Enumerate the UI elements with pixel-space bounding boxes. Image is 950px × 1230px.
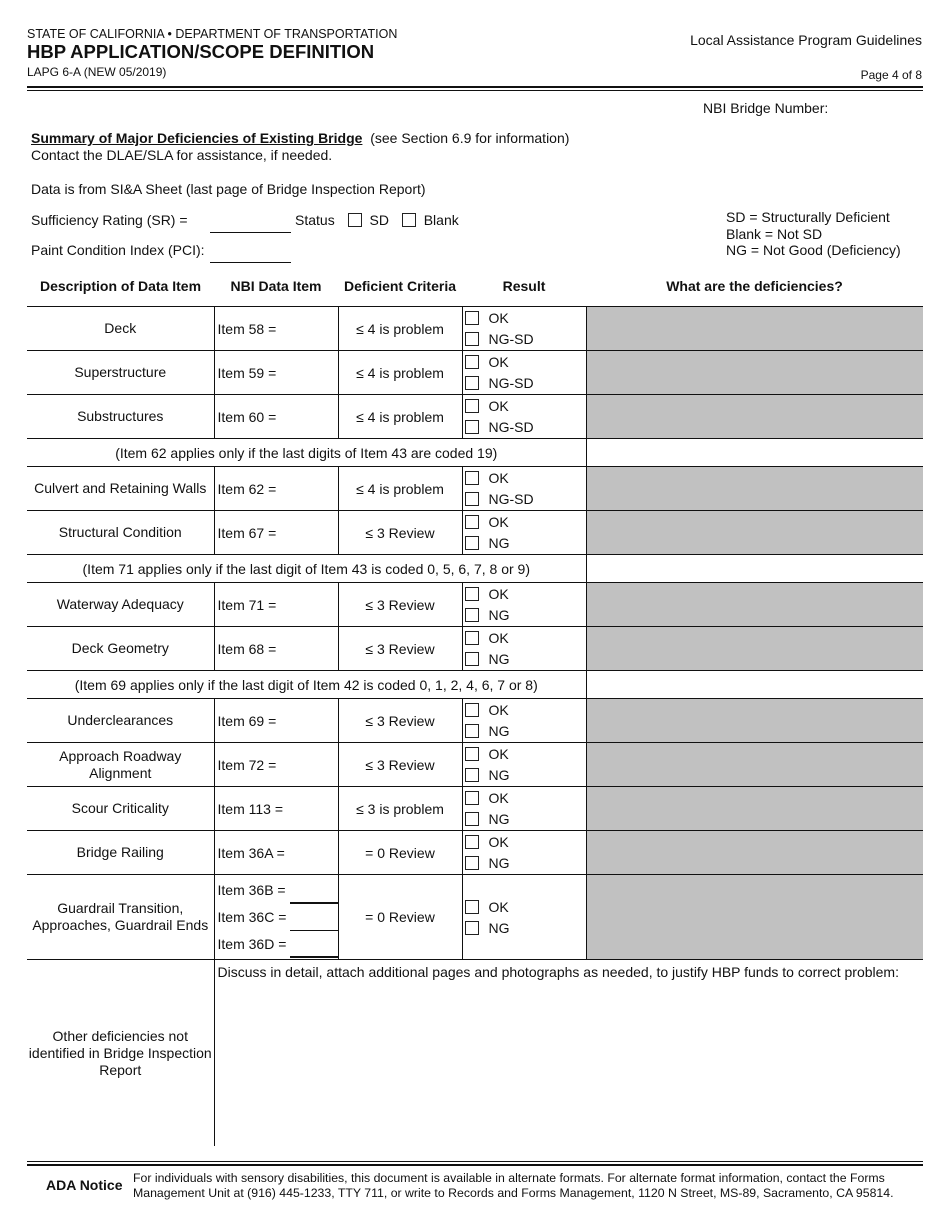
row-nbi-item[interactable]: Item 68 = [214, 627, 338, 671]
applicability-note-row [27, 439, 923, 467]
ng-checkbox[interactable] [465, 376, 479, 390]
ok-label: OK [488, 310, 509, 326]
row-description: Guardrail Transition, Approaches, Guardrail Ends [27, 875, 214, 960]
ok-label: OK [488, 514, 509, 530]
ng-label: NG-SD [488, 491, 534, 507]
guardrail-row [27, 875, 923, 960]
ok-checkbox[interactable] [465, 747, 479, 761]
row-result [462, 831, 586, 875]
applicability-note: (Item 71 applies only if the last digit of Item 43 is coded 0, 5, 6, 7, 8 or 9) [27, 555, 586, 583]
row-result [462, 511, 586, 555]
deficiency-field[interactable] [586, 351, 923, 395]
other-description: Other deficiencies not identified in Bridge Inspection Report [27, 960, 214, 1147]
item-36b-field[interactable] [290, 876, 338, 904]
row-result [462, 307, 586, 351]
ok-checkbox[interactable] [465, 311, 479, 325]
footer-rule-thin [27, 1161, 923, 1162]
pci-field[interactable] [210, 262, 291, 263]
ok-label: OK [488, 898, 509, 915]
row-nbi-item[interactable]: Item 71 = [214, 583, 338, 627]
ng-label: NG [488, 723, 510, 739]
pci-label: Paint Condition Index (PCI): [31, 242, 205, 258]
row-nbi-item[interactable]: Item 69 = [214, 699, 338, 743]
header-deficiencies: What are the deficiencies? [586, 265, 923, 307]
row-nbi-item[interactable]: Item 113 = [214, 787, 338, 831]
note-spacer [586, 671, 923, 699]
note-spacer [586, 439, 923, 467]
result-ng [463, 533, 586, 554]
note-spacer [586, 555, 923, 583]
ng-label: NG [488, 767, 510, 783]
result-ok [463, 896, 586, 917]
row-criteria: ≤ 4 is problem [338, 467, 462, 511]
result-ng [463, 605, 586, 626]
item-36b [218, 877, 338, 904]
ok-checkbox[interactable] [465, 471, 479, 485]
ok-label: OK [488, 630, 509, 646]
deficiency-field[interactable] [586, 699, 923, 743]
result-ok [463, 832, 586, 853]
ng-checkbox[interactable] [465, 768, 479, 782]
applicability-note-row [27, 671, 923, 699]
row-description: Structural Condition [27, 511, 214, 555]
row-description: Deck [27, 307, 214, 351]
item-36c-field[interactable] [290, 904, 337, 931]
ng-checkbox[interactable] [465, 724, 479, 738]
table-row [27, 583, 923, 627]
row-description: Approach Roadway Alignment [27, 743, 214, 787]
result-ng [463, 765, 586, 786]
legend-blank: Blank = Not SD [726, 225, 823, 242]
result-ok [463, 512, 586, 533]
row-nbi-item[interactable]: Item 60 = [214, 395, 338, 439]
result-ok [463, 700, 586, 721]
status-blank-label: Blank [423, 212, 459, 228]
deficiency-field[interactable] [586, 831, 923, 875]
legend-ng: NG = Not Good (Deficiency) [726, 242, 901, 258]
row-description: Bridge Railing [27, 831, 214, 875]
ng-checkbox[interactable] [465, 652, 479, 666]
result-ng [463, 373, 586, 394]
footer-rule-thick [27, 1164, 923, 1166]
ok-checkbox[interactable] [465, 587, 479, 601]
header-result: Result [462, 265, 586, 307]
ng-label: NG-SD [488, 331, 534, 347]
row-result [462, 875, 586, 960]
ng-label: NG [488, 651, 510, 667]
row-criteria: ≤ 3 is problem [338, 787, 462, 831]
row-description: Scour Criticality [27, 787, 214, 831]
item-36d [218, 931, 338, 958]
result-ok [463, 584, 586, 605]
ok-checkbox[interactable] [465, 399, 479, 413]
table-row [27, 743, 923, 787]
item-36c [218, 904, 338, 931]
ng-checkbox[interactable] [465, 536, 479, 550]
ok-checkbox[interactable] [465, 631, 479, 645]
summary-heading: Summary of Major Deficiencies of Existing Bridge [31, 130, 363, 146]
ok-checkbox[interactable] [465, 703, 479, 717]
row-description: Substructures [27, 395, 214, 439]
legend-sd: SD = Structurally Deficient [726, 209, 890, 225]
ok-label: OK [488, 746, 509, 762]
ng-checkbox[interactable] [465, 420, 479, 434]
deficiency-field[interactable] [586, 395, 923, 439]
ng-label: NG-SD [488, 375, 534, 391]
table-row [27, 699, 923, 743]
legend [726, 209, 901, 259]
result-ng [463, 489, 586, 510]
ok-checkbox[interactable] [465, 515, 479, 529]
row-description: Underclearances [27, 699, 214, 743]
ok-label: OK [488, 790, 509, 806]
applicability-note-row [27, 555, 923, 583]
row-criteria: ≤ 3 Review [338, 583, 462, 627]
row-result [462, 743, 586, 787]
row-criteria: ≤ 4 is problem [338, 307, 462, 351]
result-ok [463, 468, 586, 489]
table-row [27, 467, 923, 511]
data-source-note: Data is from SI&A Sheet (last page of Bridge Inspection Report) [31, 181, 426, 197]
deficiency-field[interactable] [586, 307, 923, 351]
summary-contact: Contact the DLAE/SLA for assistance, if needed. [31, 147, 333, 163]
row-criteria: ≤ 3 Review [338, 699, 462, 743]
ada-notice-text: For individuals with sensory disabilities, this document is available in alternate formats. For alternate format information, contact the Forms Management Unit at (916) 445-1233, TTY 711, or write to Records and Forms Management, 1120 N Street, MS-89, Sacramento, CA 95814. [133, 1171, 894, 1200]
sufficiency-rating-field[interactable] [210, 232, 291, 233]
ng-checkbox[interactable] [465, 856, 479, 870]
deficiency-field[interactable] [586, 743, 923, 787]
other-deficiencies-row [27, 960, 923, 1147]
row-description: Waterway Adequacy [27, 583, 214, 627]
ok-checkbox[interactable] [465, 791, 479, 805]
row-result [462, 395, 586, 439]
row-result [462, 583, 586, 627]
result-ng [463, 917, 586, 938]
row-description: Culvert and Retaining Walls [27, 467, 214, 511]
row-nbi-item[interactable]: Item 59 = [214, 351, 338, 395]
header-nbi-item: NBI Data Item [214, 265, 338, 307]
ng-label: NG [488, 535, 510, 551]
ok-checkbox[interactable] [465, 835, 479, 849]
deficiency-field[interactable] [586, 467, 923, 511]
form-title: HBP APPLICATION/SCOPE DEFINITION [27, 41, 375, 62]
row-nbi-item[interactable]: Item 58 = [214, 307, 338, 351]
ok-label: OK [488, 702, 509, 718]
status-sd-checkbox[interactable] [348, 213, 362, 227]
header-rule-thick [27, 86, 923, 88]
deficiency-field[interactable] [586, 787, 923, 831]
result-ng [463, 721, 586, 742]
result-ok [463, 308, 586, 329]
status-sd-label: SD [369, 212, 389, 228]
row-nbi-item[interactable]: Item 36A = [214, 831, 338, 875]
ok-label: OK [488, 586, 509, 602]
row-nbi-item[interactable]: Item 67 = [214, 511, 338, 555]
applicability-note: (Item 62 applies only if the last digits of Item 43 are coded 19) [27, 439, 586, 467]
result-ok [463, 788, 586, 809]
row-result [462, 787, 586, 831]
row-result [462, 699, 586, 743]
deficiency-table [27, 265, 923, 1146]
ng-label: NG [488, 919, 510, 936]
row-result [462, 351, 586, 395]
table-header-row [27, 265, 923, 307]
row-nbi-items [214, 875, 338, 960]
ok-checkbox[interactable] [465, 900, 479, 914]
table-row [27, 831, 923, 875]
ok-label: OK [488, 354, 509, 370]
deficiency-field[interactable] [586, 511, 923, 555]
result-ng [463, 329, 586, 350]
ok-label: OK [488, 398, 509, 414]
row-nbi-item[interactable]: Item 62 = [214, 467, 338, 511]
result-ng [463, 809, 586, 830]
result-ng [463, 649, 586, 670]
ng-checkbox[interactable] [465, 608, 479, 622]
ok-label: OK [488, 470, 509, 486]
other-deficiencies-field[interactable] [214, 960, 923, 1147]
ng-checkbox[interactable] [465, 812, 479, 826]
table-row [27, 787, 923, 831]
ok-checkbox[interactable] [465, 355, 479, 369]
agency-name: STATE OF CALIFORNIA • DEPARTMENT OF TRANSPORTATION [27, 27, 398, 41]
row-criteria: ≤ 3 Review [338, 511, 462, 555]
row-criteria: = 0 Review [338, 875, 462, 960]
ng-label: NG-SD [488, 419, 534, 435]
other-instructions: Discuss in detail, attach additional pages and photographs as needed, to justify HBP funds to correct problem: [217, 964, 899, 980]
table-row [27, 511, 923, 555]
item-36d-label: Item 36D = [217, 936, 287, 952]
item-36d-field[interactable] [290, 930, 337, 958]
deficiency-field[interactable] [586, 875, 923, 960]
result-ng [463, 853, 586, 874]
ada-notice-label: ADA Notice [46, 1177, 123, 1193]
applicability-note: (Item 69 applies only if the last digit of Item 42 is coded 0, 1, 2, 4, 6, 7 or 8) [27, 671, 586, 699]
form-number: LAPG 6-A (NEW 05/2019) [27, 65, 167, 79]
result-ng [463, 417, 586, 438]
row-criteria: ≤ 4 is problem [338, 395, 462, 439]
header-rule-thin [27, 90, 923, 91]
row-description: Deck Geometry [27, 627, 214, 671]
table-row [27, 627, 923, 671]
table-row [27, 307, 923, 351]
row-result [462, 627, 586, 671]
item-36b-label: Item 36B = [217, 882, 286, 898]
ng-checkbox[interactable] [465, 332, 479, 346]
result-ok [463, 628, 586, 649]
ng-label: NG [488, 855, 510, 871]
table-row [27, 351, 923, 395]
sufficiency-rating-label: Sufficiency Rating (SR) = [31, 212, 188, 228]
ng-label: NG [488, 607, 510, 623]
row-criteria: ≤ 3 Review [338, 627, 462, 671]
deficiency-field[interactable] [586, 583, 923, 627]
result-ok [463, 396, 586, 417]
row-criteria: ≤ 3 Review [338, 743, 462, 787]
row-criteria: ≤ 4 is problem [338, 351, 462, 395]
table-row [27, 395, 923, 439]
summary-section [31, 130, 569, 164]
summary-heading-note: (see Section 6.9 for information) [370, 130, 570, 146]
item-36c-label: Item 36C = [217, 909, 287, 925]
row-nbi-item[interactable]: Item 72 = [214, 743, 338, 787]
ok-label: OK [488, 834, 509, 850]
row-result [462, 467, 586, 511]
ng-checkbox[interactable] [465, 492, 479, 506]
ng-label: NG [488, 811, 510, 827]
row-criteria: = 0 Review [338, 831, 462, 875]
deficiency-field[interactable] [586, 627, 923, 671]
header-criteria: Deficient Criteria [338, 265, 462, 307]
nbi-bridge-number-label: NBI Bridge Number: [703, 100, 829, 116]
row-description: Superstructure [27, 351, 214, 395]
result-ok [463, 744, 586, 765]
guidelines-title: Local Assistance Program Guidelines [690, 32, 922, 48]
status-blank-checkbox[interactable] [402, 213, 416, 227]
header-description: Description of Data Item [27, 265, 214, 307]
page-number: Page 4 of 8 [860, 68, 922, 82]
ng-checkbox[interactable] [465, 921, 479, 935]
result-ok [463, 352, 586, 373]
status-label: Status [295, 212, 335, 228]
status-group [295, 212, 459, 228]
